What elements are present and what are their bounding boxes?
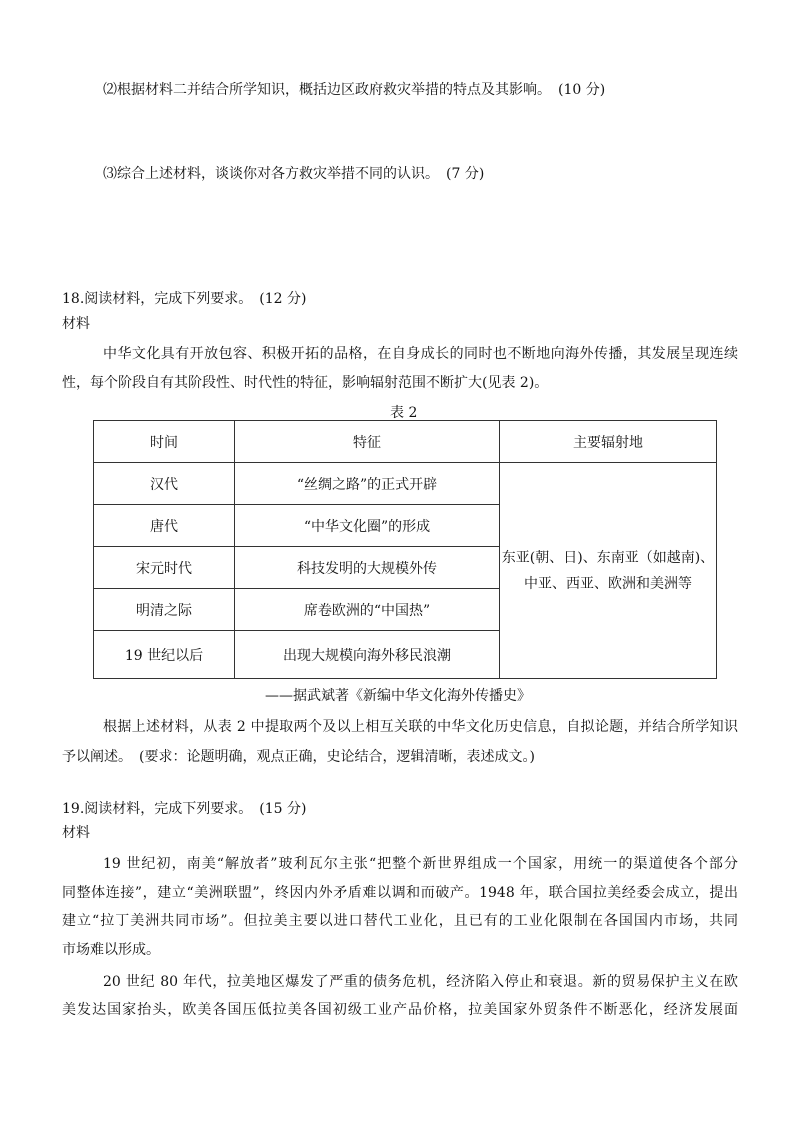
paragraph-line: 美发达国家抬头，欧美各国压低拉美各国初级工业产品价格，拉美国家外贸条件不断恶化，经济发展面 (62, 1002, 738, 1018)
paragraph-line: 19 世纪初，南美“解放者”玻利瓦尔主张“把整个新世界组成一个国家，用统一的渠道使各个部分 (103, 856, 738, 872)
header-time: 时间 (94, 421, 235, 463)
material-label: 材料 (62, 825, 90, 841)
paragraph-line: 同整体连接”，建立“美洲联盟”，终因内外矛盾难以调和而破产。1948 年，联合国拉美经委会成立，提出 (62, 885, 738, 901)
material-label: 材料 (62, 316, 90, 332)
radiation-line: 东亚(朝、日)、东南亚（如越南)、 (501, 549, 715, 566)
cell-feature: 出现大规模向海外移民浪潮 (235, 631, 500, 679)
cell-feature: 席卷欧洲的“中国热” (235, 589, 500, 631)
paragraph-line: 20 世纪 80 年代，拉美地区爆发了严重的债务危机，经济陷入停止和衰退。新的贸易保护主义在欧 (103, 974, 738, 990)
cell-time: 宋元时代 (94, 547, 235, 589)
question-17-part-2: ⑵根据材料二并结合所学知识，概括边区政府救灾举措的特点及其影响。 (10 分) (103, 82, 606, 98)
question-18-heading: 18.阅读材料，完成下列要求。 (12 分) (62, 291, 307, 307)
cell-feature: 科技发明的大规模外传 (235, 547, 500, 589)
cell-time: 19 世纪以后 (94, 631, 235, 679)
task-line: 予以阐述。 (要求：论题明确，观点正确，史论结合，逻辑清晰，表述成文。) (62, 749, 535, 765)
radiation-line: 中亚、西亚、欧洲和美洲等 (524, 575, 692, 592)
culture-table (93, 420, 717, 679)
paragraph-line: 建立“拉丁美洲共同市场”。但拉美主要以进口替代工业化，且已有的工业化限制在各国国内市场，共同 (62, 913, 738, 929)
cell-radiation (500, 463, 717, 679)
task-line: 根据上述材料，从表 2 中提取两个及以上相互关联的中华文化历史信息，自拟论题，并结合所学知识 (103, 719, 738, 735)
table-row (94, 463, 717, 505)
paragraph-line: 中华文化具有开放包容、积极开拓的品格，在自身成长的同时也不断地向海外传播，其发展呈现连续 (103, 346, 738, 362)
paragraph-line: 市场难以形成。 (62, 942, 160, 958)
table-source: ——据武斌著《新编中华文化海外传播史》 (265, 688, 531, 704)
cell-feature: “中华文化圈”的形成 (235, 505, 500, 547)
paragraph-line: 性，每个阶段自有其阶段性、时代性的特征，影响辐射范围不断扩大(见表 2)。 (62, 375, 549, 391)
cell-feature: “丝绸之路”的正式开辟 (235, 463, 500, 505)
cell-time: 唐代 (94, 505, 235, 547)
cell-time: 汉代 (94, 463, 235, 505)
question-17-part-3: ⑶综合上述材料，谈谈你对各方救灾举措不同的认识。 (7 分) (103, 166, 485, 182)
table-caption: 表 2 (390, 405, 418, 421)
question-19-heading: 19.阅读材料，完成下列要求。 (15 分) (62, 801, 307, 817)
cell-time: 明清之际 (94, 589, 235, 631)
header-radiation: 主要辐射地 (500, 421, 717, 463)
header-feature: 特征 (235, 421, 500, 463)
